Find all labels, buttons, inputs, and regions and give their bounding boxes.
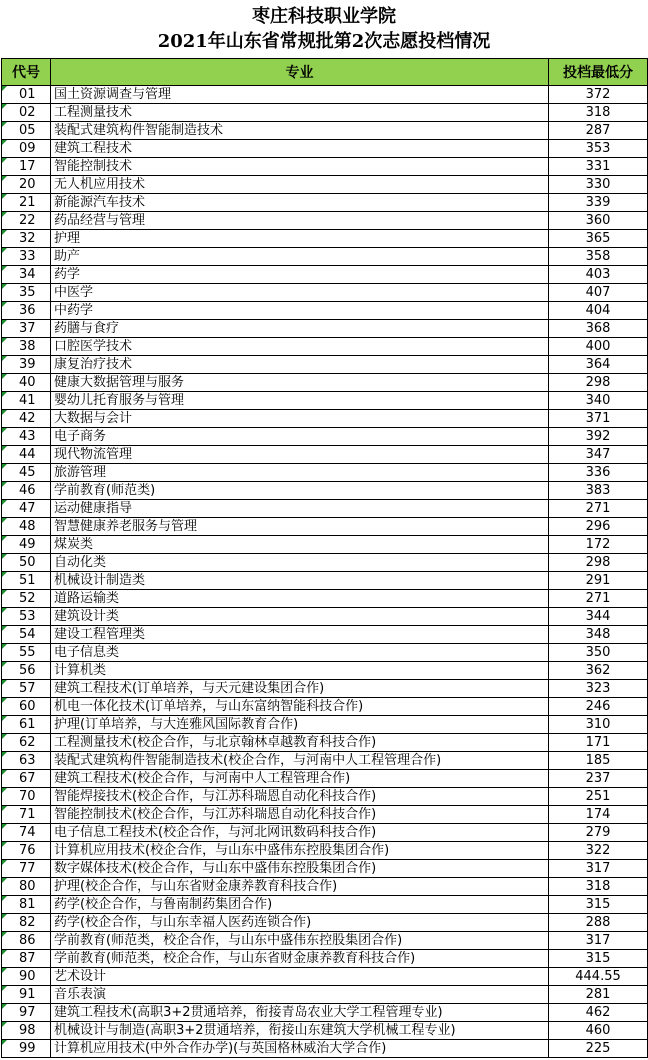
table-row	[2, 698, 648, 716]
major-name-cell: 无人机应用技术	[51, 176, 549, 194]
major-code-cell: 09	[2, 140, 51, 158]
table-row	[2, 572, 648, 590]
table-row	[2, 284, 648, 302]
min-score-cell: 296	[549, 518, 648, 536]
major-name-cell: 智能控制技术	[51, 158, 549, 176]
table-row	[2, 716, 648, 734]
table-row	[2, 158, 648, 176]
major-name-cell: 工程测量技术(校企合作，与北京翰林卓越教育科技合作)	[51, 734, 549, 752]
table-row	[2, 410, 648, 428]
major-code-cell: 49	[2, 536, 51, 554]
major-name-cell: 助产	[51, 248, 549, 266]
table-row	[2, 608, 648, 626]
min-score-cell: 365	[549, 230, 648, 248]
major-code-cell: 20	[2, 176, 51, 194]
major-name-cell: 旅游管理	[51, 464, 549, 482]
admission-table	[1, 58, 648, 1058]
major-code-cell: 77	[2, 860, 51, 878]
min-score-cell: 340	[549, 392, 648, 410]
major-name-cell: 工程测量技术	[51, 104, 549, 122]
major-code-cell: 71	[2, 806, 51, 824]
major-name-cell: 建筑工程技术(校企合作，与河南中人工程管理合作)	[51, 770, 549, 788]
table-row	[2, 446, 648, 464]
major-code-cell: 43	[2, 428, 51, 446]
major-code-cell: 70	[2, 788, 51, 806]
table-row	[2, 266, 648, 284]
school-name: 枣庄科技职业学院	[252, 6, 396, 27]
major-code-cell: 41	[2, 392, 51, 410]
major-name-cell: 新能源汽车技术	[51, 194, 549, 212]
major-code-cell: 35	[2, 284, 51, 302]
min-score-cell: 360	[549, 212, 648, 230]
major-code-cell: 86	[2, 932, 51, 950]
major-name-cell: 婴幼儿托育服务与管理	[51, 392, 549, 410]
major-code-cell: 38	[2, 338, 51, 356]
min-score-cell: 330	[549, 176, 648, 194]
min-score-cell: 315	[549, 950, 648, 968]
major-code-cell: 33	[2, 248, 51, 266]
table-row	[2, 464, 648, 482]
min-score-cell: 368	[549, 320, 648, 338]
table-row	[2, 968, 648, 986]
min-score-cell: 251	[549, 788, 648, 806]
table-row	[2, 338, 648, 356]
table-row	[2, 86, 648, 104]
major-code-cell: 02	[2, 104, 51, 122]
major-code-cell: 57	[2, 680, 51, 698]
major-name-cell: 数字媒体技术(校企合作，与山东中盛伟东控股集团合作)	[51, 860, 549, 878]
major-name-cell: 建筑工程技术(订单培养，与天元建设集团合作)	[51, 680, 549, 698]
table-row	[2, 1022, 648, 1040]
min-score-cell: 318	[549, 104, 648, 122]
major-name-cell: 健康大数据管理与服务	[51, 374, 549, 392]
major-name-cell: 运动健康指导	[51, 500, 549, 518]
min-score-cell: 172	[549, 536, 648, 554]
table-row	[2, 644, 648, 662]
major-name-cell: 装配式建筑构件智能制造技术	[51, 122, 549, 140]
major-code-cell: 32	[2, 230, 51, 248]
major-code-cell: 76	[2, 842, 51, 860]
major-name-cell: 音乐表演	[51, 986, 549, 1004]
major-code-cell: 97	[2, 1004, 51, 1022]
major-code-cell: 74	[2, 824, 51, 842]
major-code-cell: 47	[2, 500, 51, 518]
table-row	[2, 554, 648, 572]
major-code-cell: 82	[2, 914, 51, 932]
min-score-cell: 322	[549, 842, 648, 860]
major-name-cell: 药品经营与管理	[51, 212, 549, 230]
min-score-cell: 317	[549, 860, 648, 878]
major-code-cell: 50	[2, 554, 51, 572]
major-code-cell: 61	[2, 716, 51, 734]
major-name-cell: 药膳与食疗	[51, 320, 549, 338]
major-name-cell: 口腔医学技术	[51, 338, 549, 356]
major-code-cell: 36	[2, 302, 51, 320]
major-name-cell: 国土资源调查与管理	[51, 86, 549, 104]
major-code-cell: 21	[2, 194, 51, 212]
table-row	[2, 1040, 648, 1058]
major-name-cell: 学前教育(师范类，校企合作，与山东省财金康养教育科技合作)	[51, 950, 549, 968]
table-row	[2, 896, 648, 914]
min-score-cell: 383	[549, 482, 648, 500]
major-code-cell: 17	[2, 158, 51, 176]
major-name-cell: 计算机应用技术(中外合作办学)(与英国格林威治大学合作)	[51, 1040, 549, 1058]
major-name-cell: 装配式建筑构件智能制造技术(校企合作，与河南中人工程管理合作)	[51, 752, 549, 770]
major-name-cell: 学前教育(师范类)	[51, 482, 549, 500]
major-name-cell: 电子信息工程技术(校企合作，与河北网讯数码科技合作)	[51, 824, 549, 842]
major-code-cell: 81	[2, 896, 51, 914]
table-row	[2, 536, 648, 554]
major-code-cell: 54	[2, 626, 51, 644]
major-name-cell: 机械设计制造类	[51, 572, 549, 590]
major-code-cell: 05	[2, 122, 51, 140]
major-name-cell: 电子信息类	[51, 644, 549, 662]
min-score-cell: 185	[549, 752, 648, 770]
major-code-cell: 46	[2, 482, 51, 500]
min-score-cell: 281	[549, 986, 648, 1004]
major-code-cell: 42	[2, 410, 51, 428]
major-code-cell: 91	[2, 986, 51, 1004]
min-score-cell: 317	[549, 932, 648, 950]
min-score-cell: 358	[549, 248, 648, 266]
table-row	[2, 356, 648, 374]
table-row	[2, 806, 648, 824]
min-score-cell: 364	[549, 356, 648, 374]
table-row	[2, 752, 648, 770]
min-score-cell: 350	[549, 644, 648, 662]
min-score-cell: 315	[549, 896, 648, 914]
table-row	[2, 590, 648, 608]
min-score-cell: 174	[549, 806, 648, 824]
major-name-cell: 药学(校企合作，与山东幸福人医药连锁合作)	[51, 914, 549, 932]
major-name-cell: 机械设计与制造(高职3+2贯通培养，衔接山东建筑大学机械工程专业)	[51, 1022, 549, 1040]
major-code-cell: 40	[2, 374, 51, 392]
min-score-cell: 225	[549, 1040, 648, 1058]
major-name-cell: 护理	[51, 230, 549, 248]
major-code-cell: 52	[2, 590, 51, 608]
min-score-cell: 288	[549, 914, 648, 932]
major-code-cell: 80	[2, 878, 51, 896]
major-name-cell: 煤炭类	[51, 536, 549, 554]
min-score-cell: 339	[549, 194, 648, 212]
table-row	[2, 212, 648, 230]
table-row	[2, 914, 648, 932]
report-subtitle: 2021年山东省常规批第2次志愿投档情况	[157, 31, 491, 52]
min-score-cell: 271	[549, 500, 648, 518]
major-name-cell: 护理(订单培养，与大连雅风国际教育合作)	[51, 716, 549, 734]
table-row	[2, 500, 648, 518]
min-score-cell: 291	[549, 572, 648, 590]
min-score-cell: 246	[549, 698, 648, 716]
major-code-cell: 99	[2, 1040, 51, 1058]
major-code-cell: 63	[2, 752, 51, 770]
column-header-major: 专业	[51, 59, 549, 86]
min-score-cell: 348	[549, 626, 648, 644]
table-row	[2, 392, 648, 410]
min-score-cell: 298	[549, 374, 648, 392]
min-score-cell: 318	[549, 878, 648, 896]
column-header-code: 代号	[2, 59, 51, 86]
min-score-cell: 362	[549, 662, 648, 680]
table-row	[2, 428, 648, 446]
min-score-cell: 460	[549, 1022, 648, 1040]
major-code-cell: 34	[2, 266, 51, 284]
major-name-cell: 药学(校企合作，与鲁南制药集团合作)	[51, 896, 549, 914]
table-row	[2, 770, 648, 788]
major-code-cell: 37	[2, 320, 51, 338]
table-row	[2, 230, 648, 248]
table-row	[2, 986, 648, 1004]
min-score-cell: 400	[549, 338, 648, 356]
major-name-cell: 计算机类	[51, 662, 549, 680]
major-name-cell: 中医学	[51, 284, 549, 302]
major-name-cell: 道路运输类	[51, 590, 549, 608]
major-code-cell: 22	[2, 212, 51, 230]
table-row	[2, 626, 648, 644]
min-score-cell: 444.55	[549, 968, 648, 986]
major-name-cell: 建设工程管理类	[51, 626, 549, 644]
table-row	[2, 176, 648, 194]
major-code-cell: 48	[2, 518, 51, 536]
major-code-cell: 55	[2, 644, 51, 662]
table-row	[2, 302, 648, 320]
major-code-cell: 62	[2, 734, 51, 752]
table-row	[2, 950, 648, 968]
table-row	[2, 860, 648, 878]
min-score-cell: 371	[549, 410, 648, 428]
major-name-cell: 中药学	[51, 302, 549, 320]
min-score-cell: 347	[549, 446, 648, 464]
min-score-cell: 344	[549, 608, 648, 626]
table-row	[2, 842, 648, 860]
major-code-cell: 44	[2, 446, 51, 464]
table-row	[2, 878, 648, 896]
major-name-cell: 大数据与会计	[51, 410, 549, 428]
major-name-cell: 机电一体化技术(订单培养，与山东富纳智能科技合作)	[51, 698, 549, 716]
major-name-cell: 计算机应用技术(校企合作，与山东中盛伟东控股集团合作)	[51, 842, 549, 860]
table-row	[2, 680, 648, 698]
page-title	[0, 0, 648, 58]
major-name-cell: 艺术设计	[51, 968, 549, 986]
major-code-cell: 51	[2, 572, 51, 590]
min-score-cell: 310	[549, 716, 648, 734]
min-score-cell: 171	[549, 734, 648, 752]
min-score-cell: 372	[549, 86, 648, 104]
table-row	[2, 1004, 648, 1022]
major-code-cell: 53	[2, 608, 51, 626]
major-name-cell: 智能焊接技术(校企合作，与江苏科瑞恩自动化科技合作)	[51, 788, 549, 806]
min-score-cell: 353	[549, 140, 648, 158]
header-row	[2, 59, 648, 86]
min-score-cell: 271	[549, 590, 648, 608]
column-header-score: 投档最低分	[549, 59, 648, 86]
major-code-cell: 39	[2, 356, 51, 374]
min-score-cell: 404	[549, 302, 648, 320]
major-code-cell: 56	[2, 662, 51, 680]
table-row	[2, 248, 648, 266]
table-row	[2, 104, 648, 122]
major-name-cell: 自动化类	[51, 554, 549, 572]
table-row	[2, 788, 648, 806]
min-score-cell: 298	[549, 554, 648, 572]
major-name-cell: 智能控制技术(校企合作，与江苏科瑞恩自动化科技合作)	[51, 806, 549, 824]
table-row	[2, 932, 648, 950]
table-row	[2, 140, 648, 158]
table-row	[2, 734, 648, 752]
major-code-cell: 98	[2, 1022, 51, 1040]
table-row	[2, 824, 648, 842]
min-score-cell: 279	[549, 824, 648, 842]
table-row	[2, 122, 648, 140]
table-row	[2, 518, 648, 536]
major-name-cell: 建筑工程技术(高职3+2贯通培养，衔接青岛农业大学工程管理专业)	[51, 1004, 549, 1022]
table-body	[2, 86, 648, 1058]
min-score-cell: 237	[549, 770, 648, 788]
major-name-cell: 康复治疗技术	[51, 356, 549, 374]
major-name-cell: 电子商务	[51, 428, 549, 446]
major-name-cell: 建筑工程技术	[51, 140, 549, 158]
major-code-cell: 45	[2, 464, 51, 482]
min-score-cell: 407	[549, 284, 648, 302]
table-row	[2, 482, 648, 500]
table-row	[2, 320, 648, 338]
min-score-cell: 331	[549, 158, 648, 176]
major-name-cell: 建筑设计类	[51, 608, 549, 626]
min-score-cell: 392	[549, 428, 648, 446]
major-name-cell: 护理(校企合作，与山东省财金康养教育科技合作)	[51, 878, 549, 896]
major-code-cell: 01	[2, 86, 51, 104]
min-score-cell: 323	[549, 680, 648, 698]
major-name-cell: 现代物流管理	[51, 446, 549, 464]
major-name-cell: 学前教育(师范类，校企合作，与山东中盛伟东控股集团合作)	[51, 932, 549, 950]
major-name-cell: 药学	[51, 266, 549, 284]
min-score-cell: 462	[549, 1004, 648, 1022]
major-code-cell: 87	[2, 950, 51, 968]
table-row	[2, 194, 648, 212]
major-name-cell: 智慧健康养老服务与管理	[51, 518, 549, 536]
major-code-cell: 60	[2, 698, 51, 716]
min-score-cell: 403	[549, 266, 648, 284]
min-score-cell: 287	[549, 122, 648, 140]
table-row	[2, 662, 648, 680]
table-row	[2, 374, 648, 392]
major-code-cell: 90	[2, 968, 51, 986]
min-score-cell: 336	[549, 464, 648, 482]
major-code-cell: 67	[2, 770, 51, 788]
